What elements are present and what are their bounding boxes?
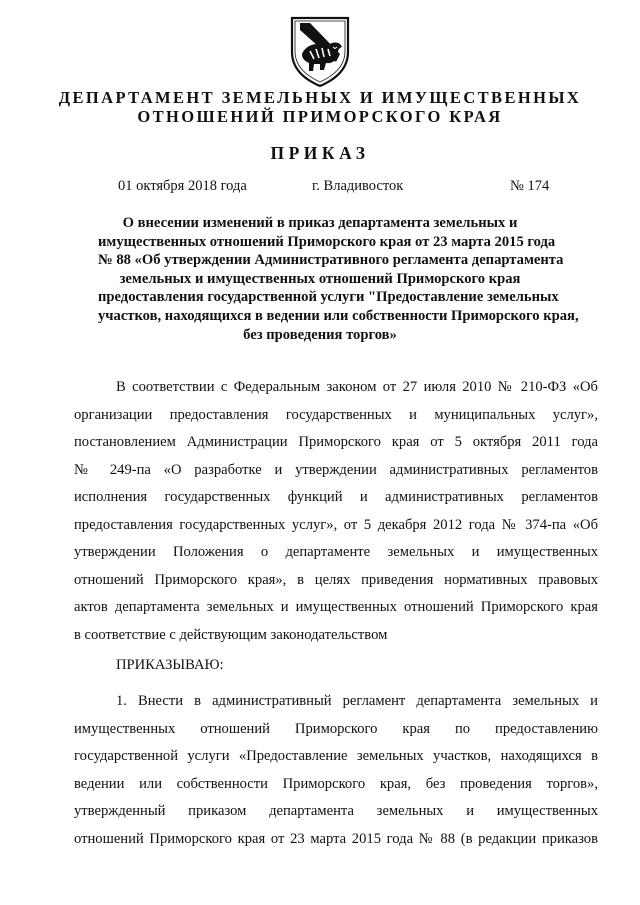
preamble-line: отношений Приморского края», в целях приведения нормативных правовых [74, 571, 598, 588]
primorsky-coat-of-arms-icon [288, 14, 352, 88]
subject-line: земельных и имущественных отношений Приморского края [119, 270, 521, 287]
subject-line: без проведения торгов» [243, 326, 397, 343]
decree-word: ПРИКАЗЫВАЮ: [116, 657, 224, 673]
item-1-line: утвержденный приказом департамента земельных и имущественных [74, 803, 598, 819]
order-city: г. Владивосток [312, 178, 404, 194]
preamble-line: исполнения государственных функций и административных регламентов [74, 489, 598, 505]
preamble-line: утверждении Положения о департаменте земельных и имущественных [74, 544, 598, 560]
subject-line: О внесении изменений в приказ департамента земельных и [122, 215, 518, 231]
subject-line: участков, находящихся в ведении или собственности Приморского края, [98, 307, 579, 324]
item-1-line: государственной услуги «Предоставление земельных участков, находящихся в [74, 748, 598, 764]
department-name-line: ДЕПАРТАМЕНТ ЗЕМЕЛЬНЫХ И ИМУЩЕСТВЕННЫХ [58, 88, 582, 107]
preamble-line: организации предоставления государственных и муниципальных услуг», [74, 406, 598, 423]
item-1-line: 1. Внести в административный регламент департамента земельных и [116, 693, 598, 709]
preamble-line: № 249-па «О разработке и утверждении административных регламентов [74, 461, 598, 478]
subject-line: предоставления государственной услуги "Предоставление земельных [98, 289, 559, 306]
item-1-line: ведении или собственности Приморского края, без проведения торгов», [74, 775, 598, 792]
preamble-paragraph [74, 374, 598, 649]
department-name [40, 88, 600, 126]
preamble-line: постановлением Администрации Приморского края от 5 октября 2011 года [74, 434, 598, 450]
preamble-line: В соответствии с Федеральным законом от 27 июля 2010 № 210-ФЗ «Об [116, 379, 598, 395]
preamble-line: предоставления государственных услуг», от 5 декабря 2012 года № 374-па «Об [74, 516, 598, 533]
department-name-line: ОТНОШЕНИЙ ПРИМОРСКОГО КРАЯ [137, 107, 503, 126]
preamble-line: актов департамента земельных и имущественных отношений Приморского края [74, 599, 598, 615]
document-type: ПРИКАЗ [270, 143, 370, 163]
item-1-line: имущественных отношений Приморского края по предоставлению [74, 720, 598, 737]
preamble-line: в соответствие с действующим законодательством [74, 626, 388, 643]
order-number: № 174 [510, 178, 550, 194]
item-1-paragraph [74, 688, 598, 853]
order-subject [98, 214, 579, 344]
item-1-line: отношений Приморского края от 23 марта 2015 года № 88 (в редакции приказов [74, 830, 598, 847]
subject-line: имущественных отношений Приморского края от 23 марта 2015 года [98, 233, 556, 250]
order-date: 01 октября 2018 года [118, 178, 247, 194]
subject-line: № 88 «Об утверждении Административного регламента департамента [98, 252, 564, 269]
